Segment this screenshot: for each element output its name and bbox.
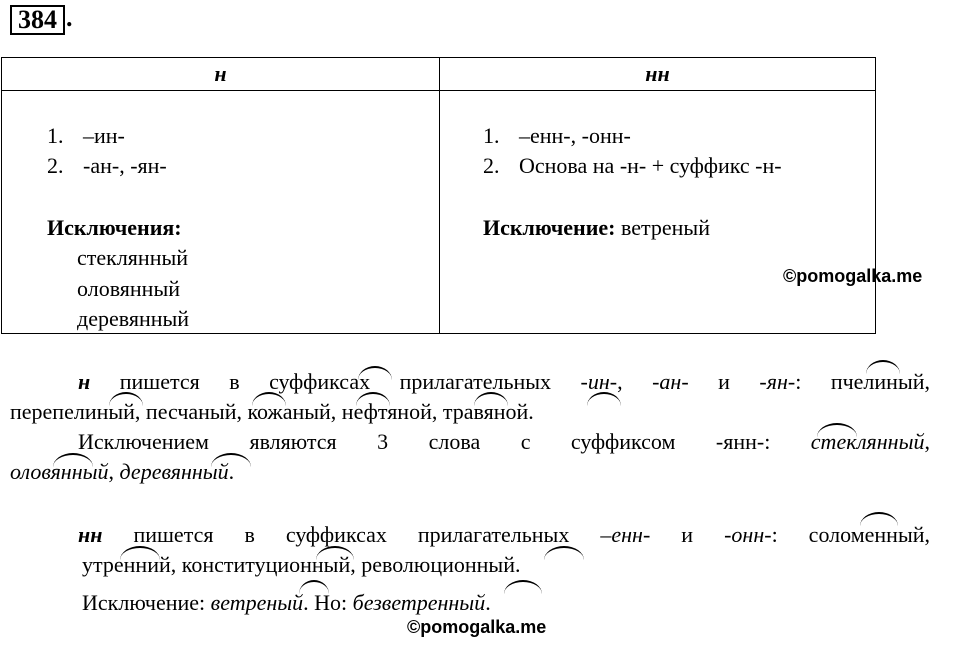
column-header-n: н <box>214 61 227 86</box>
watermark: ©pomogalka.me <box>407 617 547 637</box>
exceptions-title: Исключения: <box>47 215 182 240</box>
rule-nn-exception-paragraph: Исключение: ветреный. Но: безветренный. <box>82 590 491 615</box>
exception-line: Исключение: ветреный <box>483 215 710 240</box>
rule-nn-paragraph: нн пишется в суффиксах прилагательных –енн- и -онн-: соломенный, утренний, конституционный, революционный. <box>78 522 931 577</box>
column-header-nn: нн <box>645 61 670 86</box>
exception-word: стеклянный <box>77 245 189 270</box>
suffix-arc <box>860 512 898 526</box>
list-item: 1. –енн-, -онн- <box>483 123 631 148</box>
suffix-arc <box>504 580 542 594</box>
exercise-number: 384 <box>18 5 57 34</box>
suffix-arc <box>866 360 900 374</box>
rule-table <box>1 57 876 334</box>
suffix-arc <box>299 580 329 594</box>
exception-word: деревянный <box>77 306 190 331</box>
list-item: 1. –ин- <box>47 123 125 148</box>
exception-word: оловянный <box>77 276 181 301</box>
right-cell <box>439 58 876 335</box>
rule-n-paragraph: н пишется в суффиксах прилагательных -ин-, -ан- и -ян-: пчелиный, перепелиный, песчаный, кожаный, нефтяной, травяной. <box>10 369 930 424</box>
left-cell <box>2 58 439 335</box>
exercise-number-box <box>10 5 65 35</box>
list-item: 2. Основа на -н- + суффикс -н- <box>483 153 782 178</box>
list-item: 2. -ан-, -ян- <box>47 153 167 178</box>
exercise-dot: . <box>66 3 73 32</box>
rule-n-exception-paragraph: Исключением являются 3 слова с суффиксом -янн-: стеклянный, оловянный, деревянный. <box>10 429 930 484</box>
watermark: ©pomogalka.me <box>783 266 923 286</box>
